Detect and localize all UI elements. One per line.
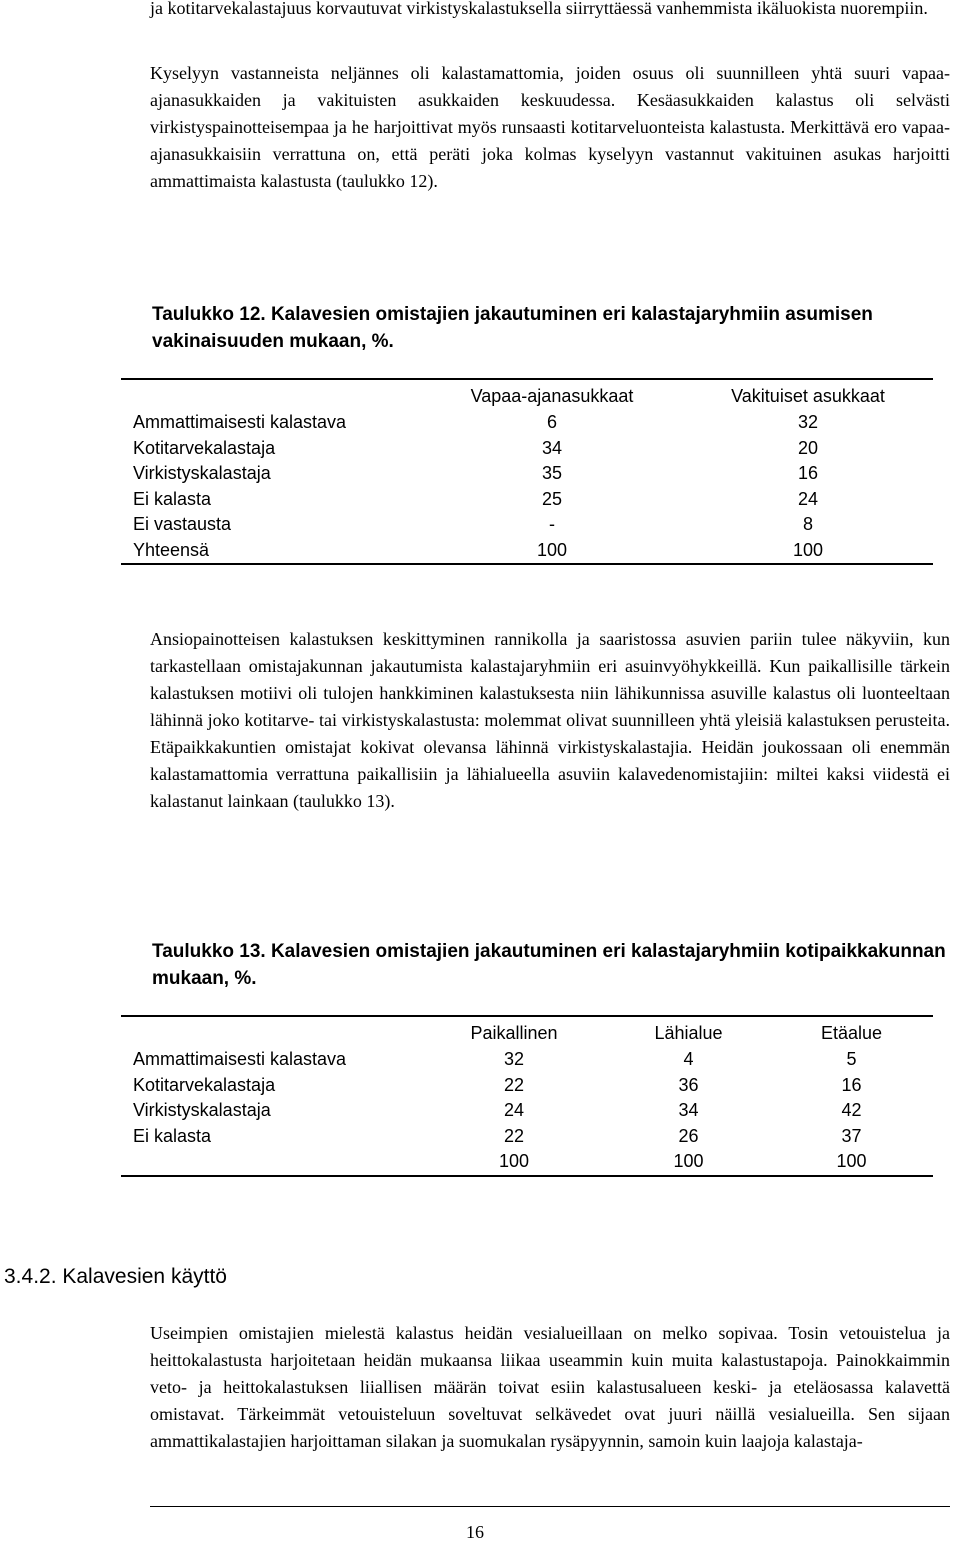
table-cell: 100 xyxy=(607,1149,770,1176)
table-row xyxy=(121,1098,933,1124)
column-header: Vakituiset asukkaat xyxy=(683,379,933,410)
paragraph-survey: Kyselyyn vastanneista neljännes oli kalastamattomia, joiden osuus oli suunnilleen yhtä suuri vapaa-ajanasukkaiden ja vakituisten asukkaiden keskuudessa. Kesäasukkaiden kalastus oli selvästi virkistyspainotteisempaa ja he harjoittivat myös runsaasti kotitarveluonteista kalastusta. Merkittävä ero vapaa-ajanasukkaisiin verrattuna on, että peräti joka kolmas kyselyyn vastannut vakituinen asukas harjoitti ammattimaista kalastusta (taulukko 12). xyxy=(150,63,950,191)
paragraph-usage: Useimpien omistajien mielestä kalastus heidän vesialueillaan on melko sopivaa. Tosin vetouistelua ja heittokalastusta harjoitetaan heidän mukaansa liikaa useammin kuin muita kalastustapoja. Painokkaimmin veto- ja heittokalastuksen liiallisen määrän toivat esiin kalastusalueen keski- ja eteläosassa kalavettä omistavat. Tärkeimmät vetouisteluun soveltuvat selkävedet ovat juuri näillä vesialueilla. Sen sijaan ammattikalastajien harjoittaman silakan ja suomukalan rysäpyynnin, samoin kuin laajoja kalastaja- xyxy=(150,1323,950,1451)
table-total-row xyxy=(121,538,933,565)
table-cell: 100 xyxy=(770,1149,933,1176)
paragraph-intro: ja kotitarvekalastajuus korvautuvat virkistyskalastuksella siirryttäessä vanhemmista ikäluokista nuorempiin. xyxy=(150,0,928,18)
row-label: Ammattimaisesti kalastava xyxy=(133,1049,347,1070)
table-cell: 100 xyxy=(683,538,933,565)
table-cell: 37 xyxy=(841,1125,862,1146)
table-cell: 4 xyxy=(683,1049,694,1070)
row-label: Kotitarvekalastaja xyxy=(133,1074,276,1095)
table-13 xyxy=(121,1015,933,1177)
table-cell: 5 xyxy=(846,1049,857,1070)
table-cell: 100 xyxy=(421,1149,607,1176)
table-cell: 22 xyxy=(503,1074,525,1095)
column-header: Etäalue xyxy=(770,1016,933,1047)
row-label xyxy=(121,1149,421,1176)
table-cell: - xyxy=(549,514,555,535)
table-row xyxy=(121,512,933,538)
row-label: Kotitarvekalastaja xyxy=(133,437,276,458)
page-number: 16 xyxy=(466,1522,484,1542)
table-row xyxy=(121,436,933,462)
table-cell: 34 xyxy=(678,1100,699,1121)
table-header-row xyxy=(121,1016,933,1047)
table-row xyxy=(121,1047,933,1073)
row-label: Ei kalasta xyxy=(133,488,212,509)
paragraph-analysis: Ansiopainotteisen kalastuksen keskittyminen rannikolla ja saaristossa asuvien pariin tulee näkyviin, kun tarkastellaan omistajakunnan jakautumista kalastajaryhmiin eri asuinvyöhykkeillä. Kun paikallisille tärkein kalastuksen motiivi oli tulojen hankkiminen kalastuksesta niin lähikunnissa asuville kalastus oli luonteeltaan lähinnä joko kotitarve- tai virkistyskalastusta: molemmat olivat suunnilleen yhtä yleisiä kalastuksen perusteita. Etäpaikkakuntien omistajat kokivat olevansa lähinnä virkistyskalastajia. Heidän joukossaan oli enemmän kalastamattomia verrattuna paikallisiin ja lähialueella asuviin kalavedenomistajiin: miltei kaksi viidestä ei kalastanut lainkaan (taulukko 13). xyxy=(150,629,950,811)
table-cell: 100 xyxy=(421,538,683,565)
table-cell: 42 xyxy=(841,1100,862,1121)
row-label: Yhteensä xyxy=(121,538,421,565)
section-heading: 3.4.2. Kalavesien käyttö xyxy=(4,1265,227,1288)
table-cell: 22 xyxy=(503,1125,525,1146)
row-label: Ammattimaisesti kalastava xyxy=(133,412,347,433)
table-cell: 36 xyxy=(678,1074,699,1095)
table-cell: 34 xyxy=(541,437,563,458)
table-total-row xyxy=(121,1149,933,1176)
table-cell: 35 xyxy=(541,463,563,484)
table-header-row xyxy=(121,379,933,410)
row-label: Virkistyskalastaja xyxy=(133,463,271,484)
table-12-caption: Taulukko 12. Kalavesien omistajien jakautuminen eri kalastajaryhmiin asumisen vakinaisuuden mukaan, %. xyxy=(152,304,873,352)
table-cell: 20 xyxy=(797,437,819,458)
table-13-caption: Taulukko 13. Kalavesien omistajien jakautuminen eri kalastajaryhmiin kotipaikkakunnan mukaan, %. xyxy=(152,941,946,989)
table-cell: 8 xyxy=(802,514,813,535)
table-row xyxy=(121,461,933,487)
table-row xyxy=(121,1124,933,1150)
column-header: Paikallinen xyxy=(421,1016,607,1047)
column-header xyxy=(121,1016,421,1047)
table-12 xyxy=(121,378,933,565)
table-cell: 32 xyxy=(503,1049,525,1070)
table-cell: 6 xyxy=(546,412,557,433)
row-label: Ei vastausta xyxy=(133,514,232,535)
column-header: Vapaa-ajanasukkaat xyxy=(421,379,683,410)
table-cell: 24 xyxy=(503,1100,525,1121)
table-row xyxy=(121,487,933,513)
row-label: Ei kalasta xyxy=(133,1125,212,1146)
table-cell: 25 xyxy=(541,488,563,509)
table-cell: 24 xyxy=(797,488,819,509)
table-cell: 16 xyxy=(841,1074,862,1095)
table-cell: 32 xyxy=(797,412,819,433)
table-row xyxy=(121,1073,933,1099)
table-row xyxy=(121,410,933,436)
row-label: Virkistyskalastaja xyxy=(133,1100,271,1121)
column-header xyxy=(121,379,421,410)
footer-divider xyxy=(150,1506,950,1507)
table-cell: 16 xyxy=(797,463,819,484)
column-header: Lähialue xyxy=(607,1016,770,1047)
table-cell: 26 xyxy=(678,1125,699,1146)
